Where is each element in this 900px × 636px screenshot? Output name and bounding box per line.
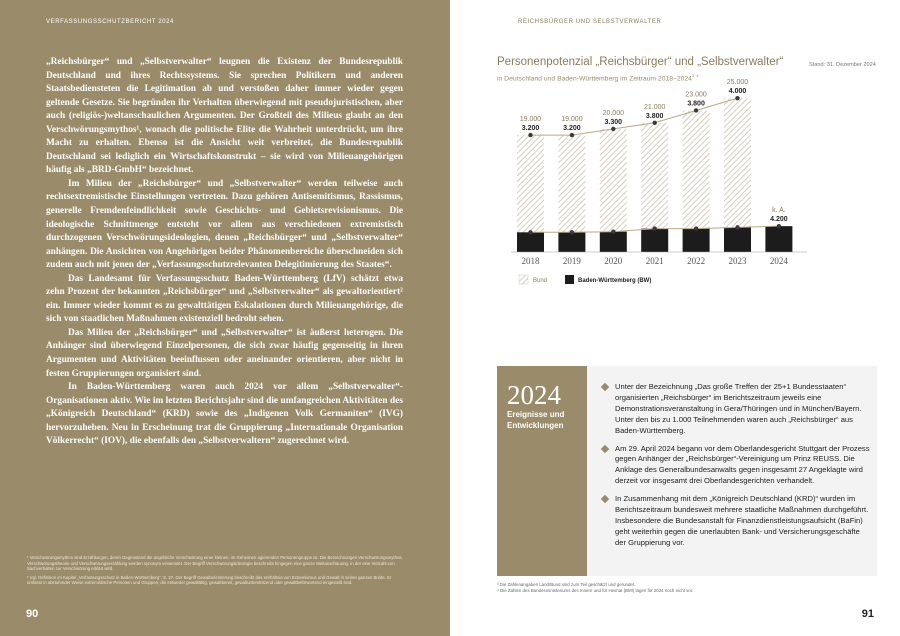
bw-bar xyxy=(765,226,792,252)
bund-trend-line-point xyxy=(735,96,739,100)
bw-value-label: 3.300 xyxy=(604,118,623,126)
paragraph: Das Landesamt für Verfassungsschutz Baden-Württemberg (LfV) schätzt etwa zehn Prozent der bekannten „Reichsbürger“ und „Selbstverwalter“ als gewaltorientiert² ein. Immer wieder kommt es zu gewalttätigen Eskalationen durch Milieuangehörige, die sich von staatlichen Maßnahmen existenziell bedroht sehen. xyxy=(46,273,403,325)
bw-trend-line-point xyxy=(694,226,698,230)
list-item xyxy=(601,444,871,488)
page-number-left: 90 xyxy=(26,608,39,620)
bund-value-label: 23.000 xyxy=(685,91,707,99)
bund-trend-line-point xyxy=(570,133,574,137)
bund-value-label: k. A. xyxy=(772,207,786,215)
x-tick-label: 2018 xyxy=(521,256,540,266)
bw-trend-line-point xyxy=(528,230,532,234)
events-subtitle: Ereignisse und Entwicklungen xyxy=(507,410,565,430)
footnote: ³ Die Zahlenangaben Land/Bund sind zum Teil geschätzt und gerundet. xyxy=(497,582,636,587)
paragraph: Im Milieu der „Reichsbürger“ und „Selbstverwalter“ werden teilweise auch rechtsextremistische Einstellungen vertreten. Dazu gehören Antisemitismus, Rassismus, generelle Fremdenfeindlichkeit sowie Geschichts- und Gebietsrevisionismus. Die ideologische Schnittmenge entsteht vor allem aus verschiedenen extremistisch durchzogenen Verschwörungsideologien, denen „Reichsbürger“ und „Selbstverwalter“ anhängen. Die Ansichten von Angehörigen beider Phänomenbereiche überschneiden sich zudem auch mit jenen der „Verfassungsschutzrelevanten Delegitimierung des Staates“. xyxy=(46,178,403,271)
chart-title: Personenpotenzial „Reichsbürger“ und „Selbstverwalter“ xyxy=(497,56,784,68)
bw-value-label: 3.200 xyxy=(563,125,581,133)
bw-value-label: 3.200 xyxy=(521,125,540,133)
event-text: Unter der Bezeichnung „Das große Treffen der 25+1 Bundesstaaten“ organisierten „Reichsbürger“ im Berichtszeitraum jeweils eine Demonstrationsveranstaltung in Gera/Thüringen und in München/Bayern. Unter den bis zu 1.000 Teilnehmenden waren auch „Reichsbürger“ aus Baden-Württemberg. xyxy=(615,382,862,435)
bund-trend-line-point xyxy=(611,127,615,131)
diamond-bullet-icon xyxy=(601,444,609,452)
legend-label-bw: Baden-Württemberg (BW) xyxy=(578,278,652,284)
bund-value-label: 19.000 xyxy=(561,116,583,124)
bund-trend-line-point xyxy=(694,108,698,112)
bund-trend-line-point xyxy=(528,133,532,137)
footnote: ⁴ Die Zahlen des Bundesministeriums des Innern und für Heimat (BMI) lagen für 2024 noch nicht vor. xyxy=(497,588,694,594)
x-tick-label: 2021 xyxy=(645,256,664,266)
bund-value-label: 19.000 xyxy=(519,116,542,124)
page-number-right: 91 xyxy=(861,608,874,620)
chart-subtitle-text: in Deutschland und Baden-Württemberg im Zeitraum 2018–2024 xyxy=(497,75,692,83)
x-tick-label: 2022 xyxy=(687,256,706,266)
bw-trend-line-point xyxy=(777,224,781,228)
bw-trend-line-point xyxy=(570,230,574,234)
list-item xyxy=(601,382,871,437)
chart-notes xyxy=(497,582,877,595)
bw-bar xyxy=(641,229,668,252)
paragraph: „Reichsbürger“ und „Selbstverwalter“ leugnen die Existenz der Bundesrepublik Deutschland und ihres Rechtssystems. Sie sprechen Politikern und anderen Staatsbediensteten die Legitimation ab und verstoßen daher immer wieder gegen geltende Gesetze. Sie begründen ihr Verhalten überwiegend mit pseudojuristischen, aber auch (religiös-)weltanschaulichen Argumenten. Der Großteil des Milieus glaubt an den Verschwörungsmythos¹, wonach die politische Elite die Wahrheit unterdrückt, um ihre Macht zu erhalten. Ebenso ist die Ansicht weit verbreitet, die Bundesrepublik Deutschland sei lediglich ein Wirtschaftskonstrukt – sie wird von Milieuangehörigen häufig als „BRD-GmbH“ bezeichnet. xyxy=(46,57,403,176)
events-list xyxy=(601,382,871,549)
legend-swatch-bw xyxy=(565,275,574,284)
bw-bar xyxy=(600,232,627,252)
list-item xyxy=(601,494,871,549)
x-tick-label: 2019 xyxy=(562,256,581,266)
bw-bar xyxy=(683,229,710,252)
events-box xyxy=(497,366,877,576)
paragraph: In Baden-Württemberg waren auch 2024 vor allem „Selbstverwalter“-Organisationen aktiv. Wie im letzten Berichtsjahr sind die umfangreichen Aktivitäten des „Königreich Deutschland“ (KRD) sowie des „Indigenen Volk Germaniten“ (IVG) hervorzuheben. Neu in Erscheinung trat die Gruppierung „Internationale Organisation Völkerrecht“ (IOV), die ebenfalls den „Selbstverwaltern“ zugerechnet wird. xyxy=(46,382,403,447)
bw-value-label: 3.800 xyxy=(645,112,664,120)
running-head-right: REICHSBÜRGER UND SELBSTVERWALTER xyxy=(518,19,662,25)
event-text: In Zusammenhang mit dem „Königreich Deutschland (KRD)“ wurden im Berichtszeitraum bundesweit mehrere staatliche Maßnahmen durchgeführt. Insbesondere die Bundesanstalt für Finanzdienstleistungsaufsicht (BaFin) geht weiterhin gegen die unerlaubten Bank- und Versicherungsgeschäfte der Gruppierung vor. xyxy=(615,494,869,547)
bw-value-label: 3.800 xyxy=(687,100,705,108)
legend-label-bund: Bund xyxy=(533,278,548,284)
bw-bar xyxy=(517,232,544,252)
bund-value-label: 20.000 xyxy=(602,109,625,117)
bund-value-label: 21.000 xyxy=(643,103,666,111)
chart-subtitle xyxy=(497,73,699,82)
bund-trend-line-point xyxy=(653,121,657,125)
bw-trend-line-point xyxy=(611,229,615,233)
paragraph: Das Milieu der „Reichsbürger“ und „Selbstverwalter“ ist äußerst heterogen. Die Anhänger sind überwiegend Einzelpersonen, die sich zwar häufig gegenseitig in ihren Argumenten und Aktivitäten beeinflussen oder aneinander orientieren, aber nicht in festen Gruppierungen organisiert sind. xyxy=(46,327,403,379)
bw-trend-line-point xyxy=(653,226,657,230)
legend-swatch-bund xyxy=(519,275,528,284)
diamond-bullet-icon xyxy=(601,383,609,391)
bw-trend-line-point xyxy=(735,225,739,229)
events-year: 2024 xyxy=(507,380,561,410)
footnotes xyxy=(27,555,407,586)
event-text: Am 29. April 2024 begann vor dem Oberlandesgericht Stuttgart der Prozess gegen Anhänger der „Reichsbürger“-Vereinigung um Prinz REUSS. Die Anklage des Generalbundesanwalts gegen insgesamt 27 Angeklagte wird derzeit vor insgesamt drei Oberlandesgerichten verhandelt. xyxy=(615,443,870,486)
bw-value-label: 4.200 xyxy=(770,216,788,224)
chart-stand-date: Stand: 31. Dezember 2024 xyxy=(809,62,876,68)
x-tick-label: 2024 xyxy=(769,256,788,266)
body-text xyxy=(46,56,403,449)
events-year-panel xyxy=(497,366,587,576)
bw-bar xyxy=(724,227,751,252)
footnote: ² Vgl. Definition im Kapitel „Verfassungsschutz in Baden-Württemberg“, S. 27. Der Begriff Gewaltorientierung beschreibt das Verhältnis von Extremismus und Gewalt in seiner ganzen Breite. Er umfasst in abstufender Weise extremistische Personen und Gruppen, die entweder gewalttätig, gewaltbereit, gewaltunterstützend oder gewaltbefürwortend eingestellt sind. xyxy=(27,574,392,586)
diamond-bullet-icon xyxy=(601,495,609,503)
x-tick-label: 2020 xyxy=(604,256,623,266)
bw-value-label: 4.000 xyxy=(728,88,747,96)
footnote: ¹ Verschwörungsmythen sind Erzählungen, deren Gegenstand die angebliche Verschwörung einer kleinen, im Geheimen agierenden Personengruppe ist. Die Bezeichnungen Verschwörungsmythos, Verschwörungstheorie und Verschwörungserzählung werden synonym verwendet. Der Begriff Verschwörungsideologie beschreibt hingegen eine ganze Weltanschauung, in der eine Vielzahl von Sachverhalten zur Verschwörung erklärt wird. xyxy=(27,555,403,572)
x-tick-label: 2023 xyxy=(728,256,747,266)
chart-subtitle-refs: 3, 4 xyxy=(691,73,699,78)
bund-value-label: 25.000 xyxy=(726,79,749,87)
running-head-left: VERFASSUNGSSCHUTZBERICHT 2024 xyxy=(46,19,174,25)
bw-bar xyxy=(558,232,585,252)
right-page xyxy=(450,0,900,636)
